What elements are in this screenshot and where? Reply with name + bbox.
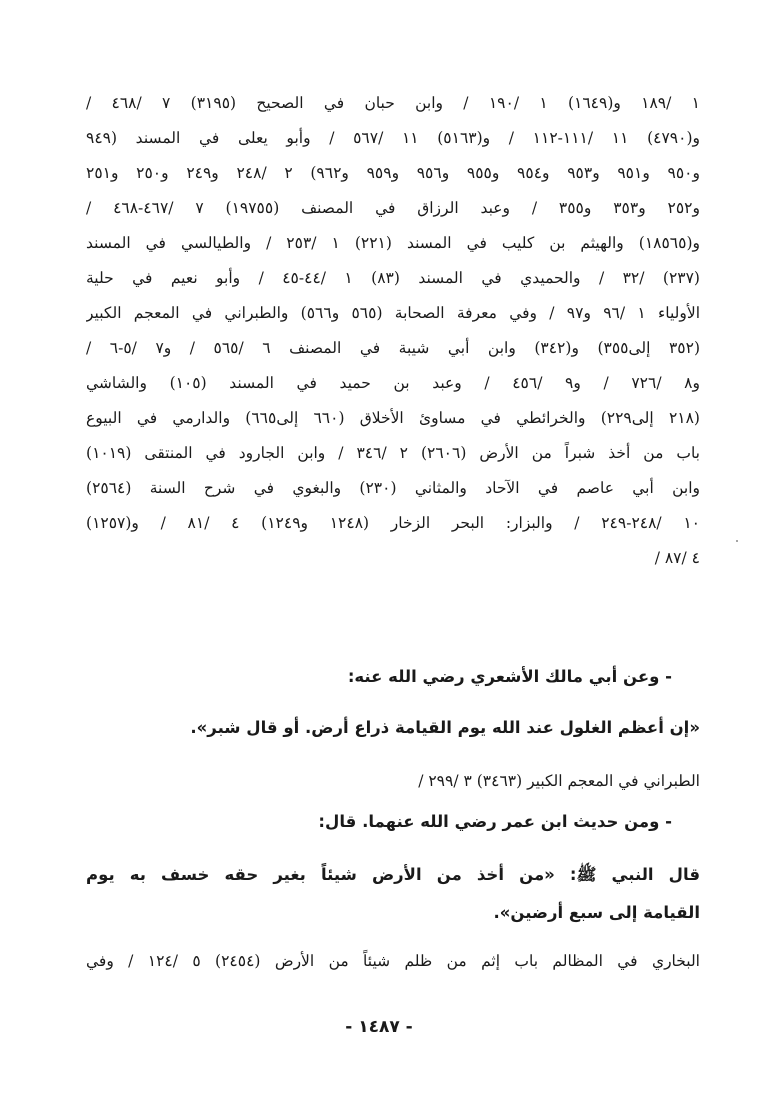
- citation-block: [86, 764, 700, 798]
- hadith-text: «إن أعظم الغلول عند الله يوم القيامة ذراع أرض. أو قال شبر».: [190, 718, 700, 737]
- narrator-intro: - ومن حديث ابن عمر رضي الله عنهما. قال:: [318, 812, 672, 831]
- hadith-text: قال النبي ﷺ: «من أخذ من الأرض شيئاً بغير حقه خسف به يوم: [86, 865, 700, 884]
- reference-line: وابن أبي عاصم في الآحاد والمثاني (٢٣٠) والبغوي في شرح السنة (٢٥٦٤): [86, 479, 700, 497]
- reference-line: ١ /١٨٩ و(١٦٤٩) ١ /١٩٠ / وابن حبان في الصحيح (٣١٩٥) ٧ /٤٦٨ /: [86, 94, 700, 112]
- hadith-text-block: [86, 710, 700, 746]
- narrator-intro: - وعن أبي مالك الأشعري رضي الله عنه:: [347, 667, 672, 686]
- references-paragraph: [86, 86, 700, 576]
- hadith-text: القيامة إلى سبع أرضين».: [493, 903, 700, 922]
- citation-text: البخاري في المظالم باب إثم من ظلم شيئاً من الأرض (٢٤٥٤) ٥ /١٢٤ / وفي: [86, 952, 700, 970]
- page-number: - ١٤٨٧ -: [345, 1017, 413, 1037]
- reference-line: (٢١٨ إلى٢٢٩) والخرائطي في مساوئ الأخلاق (٦٦٠ إلى٦٦٥) والدارمي في البيوع: [86, 409, 700, 427]
- citation-text: الطبراني في المعجم الكبير (٣٤٦٣) ٣ /٢٩٩ /: [418, 772, 700, 790]
- reference-line: و٨ /٧٢٦ / و٩ /٤٥٦ / وعبد بن حميد في المسند (١٠٥) والشاشي: [86, 374, 700, 392]
- reference-line: و(١٨٥٦٥) والهيثم بن كليب في المسند (٢٢١) ١ /٢٥٣ / والطيالسي في المسند: [86, 234, 700, 252]
- reference-line: باب من أخذ شبراً من الأرض (٢٦٠٦) ٢ /٣٤٦ / وابن الجارود في المنتقى (١٠١٩): [86, 444, 700, 462]
- reference-line: ١٠ /٢٤٨-٢٤٩ / والبزار: البحر الزخار (١٢٤٨ و١٢٤٩) ٤ /٨١ / و(١٢٥٧): [86, 514, 700, 532]
- reference-line: و٩٥٠ و٩٥١ و٩٥٣ و٩٥٤ و٩٥٥ و٩٥٦ و٩٥٩ و٩٦٢) ٢ /٢٤٨ و٢٤٩ و٢٥٠ و٢٥١: [86, 164, 700, 182]
- section-ibn-umar: [86, 804, 700, 840]
- hadith-text-block: [86, 856, 700, 932]
- margin-mark: [736, 540, 738, 542]
- section-abu-malik: [86, 660, 700, 694]
- reference-line: و٢٥٢ و٣٥٣ و٣٥٥ / وعبد الرزاق في المصنف (١٩٧٥٥) ٧ /٤٦٧-٤٦٨ /: [86, 199, 700, 217]
- reference-line: (٣٥٢ إلى٣٥٥) و(٣٤٢) وابن أبي شيبة في المصنف ٦ /٥٦٥ / و٧ /٥-٦ /: [86, 339, 700, 357]
- reference-line: الأولياء ١ /٩٦ و٩٧ / وفي معرفة الصحابة (٥٦٥ و٥٦٦) والطبراني في المعجم الكبير: [86, 304, 700, 322]
- citation-block: [86, 944, 700, 978]
- reference-line: و(٤٧٩٠) ١١ /١١١-١١٢ / و(٥١٦٣) ١١ /٥٦٧ / وأبو يعلى في المسند (٩٤٩: [86, 129, 700, 147]
- reference-line: (٢٣٧) /٣٢ / والحميدي في المسند (٨٣) ١ /٤٤-٤٥ / وأبو نعيم في حلية: [86, 269, 700, 287]
- reference-line: ٤ /٨٧ /: [654, 549, 700, 567]
